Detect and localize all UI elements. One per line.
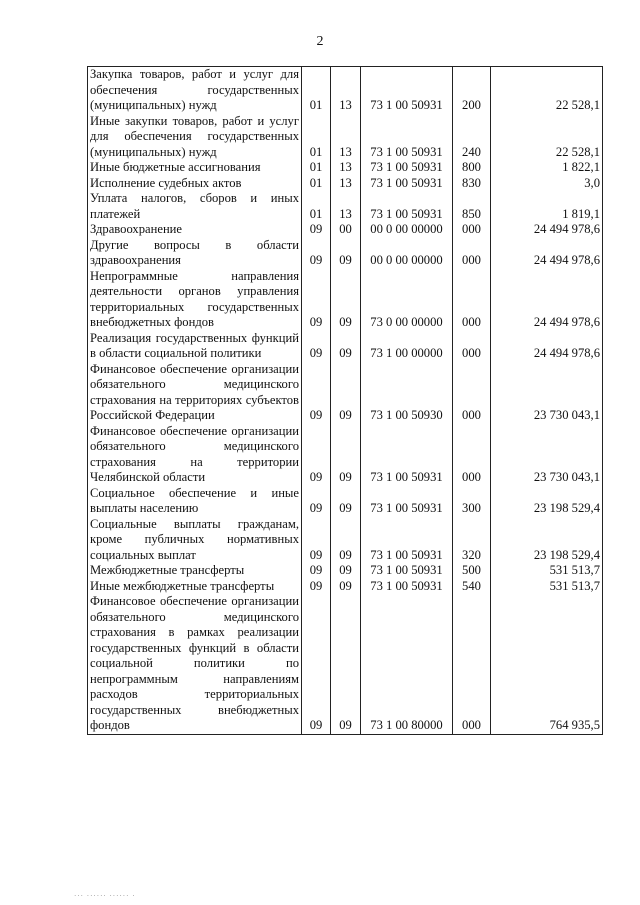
cell-subsection: 13: [331, 114, 361, 161]
cell-expense-type: 800: [453, 160, 491, 176]
cell-section: 01: [302, 67, 331, 114]
cell-section: 01: [302, 191, 331, 222]
cell-description: Социальное обеспечение и иные выплаты населению: [88, 486, 302, 517]
cell-expense-type: 000: [453, 238, 491, 269]
cell-subsection: 09: [331, 579, 361, 595]
cell-target-article: 00 0 00 00000: [361, 222, 453, 238]
cell-target-article: 73 1 00 80000: [361, 594, 453, 734]
table-row: [88, 238, 603, 269]
cell-expense-type: 500: [453, 563, 491, 579]
cell-subsection: 09: [331, 424, 361, 486]
cell-amount: 531 513,7: [491, 579, 603, 595]
cell-target-article: 73 1 00 50931: [361, 176, 453, 192]
cell-expense-type: 000: [453, 362, 491, 424]
cell-expense-type: 850: [453, 191, 491, 222]
cell-amount: 24 494 978,6: [491, 238, 603, 269]
cell-target-article: 73 1 00 50931: [361, 517, 453, 564]
cell-section: 01: [302, 114, 331, 161]
cell-expense-type: 320: [453, 517, 491, 564]
cell-description: Финансовое обеспечение организации обязательного медицинского страхования на территории Челябинской области: [88, 424, 302, 486]
cell-amount: 24 494 978,6: [491, 222, 603, 238]
cell-section: 09: [302, 238, 331, 269]
cell-section: 09: [302, 517, 331, 564]
cell-expense-type: 000: [453, 424, 491, 486]
scan-footer-mark: ··· ······ ······ ·: [74, 892, 136, 900]
cell-amount: 764 935,5: [491, 594, 603, 734]
table-row: [88, 67, 603, 114]
table-row: [88, 424, 603, 486]
table-row: [88, 114, 603, 161]
cell-description: Межбюджетные трансферты: [88, 563, 302, 579]
cell-amount: 23 730 043,1: [491, 362, 603, 424]
cell-target-article: 73 1 00 50931: [361, 486, 453, 517]
cell-target-article: 73 1 00 50930: [361, 362, 453, 424]
table-row: [88, 331, 603, 362]
cell-description: Реализация государственных функций в области социальной политики: [88, 331, 302, 362]
cell-target-article: 73 1 00 50931: [361, 563, 453, 579]
cell-section: 01: [302, 160, 331, 176]
cell-description: Здравоохранение: [88, 222, 302, 238]
cell-description: Закупка товаров, работ и услуг для обеспечения государственных (муниципальных) нужд: [88, 67, 302, 114]
cell-expense-type: 000: [453, 222, 491, 238]
cell-subsection: 13: [331, 67, 361, 114]
cell-amount: 3,0: [491, 176, 603, 192]
cell-subsection: 13: [331, 191, 361, 222]
cell-target-article: 73 1 00 50931: [361, 160, 453, 176]
cell-section: 09: [302, 269, 331, 331]
cell-expense-type: 240: [453, 114, 491, 161]
cell-section: 01: [302, 176, 331, 192]
cell-section: 09: [302, 222, 331, 238]
cell-description: Социальные выплаты гражданам, кроме публичных нормативных социальных выплат: [88, 517, 302, 564]
cell-amount: 23 198 529,4: [491, 486, 603, 517]
table-row: [88, 269, 603, 331]
cell-expense-type: 000: [453, 594, 491, 734]
cell-description: Исполнение судебных актов: [88, 176, 302, 192]
cell-section: 09: [302, 563, 331, 579]
cell-subsection: 09: [331, 517, 361, 564]
cell-subsection: 09: [331, 269, 361, 331]
cell-target-article: 73 1 00 50931: [361, 191, 453, 222]
cell-expense-type: 000: [453, 269, 491, 331]
cell-subsection: 09: [331, 362, 361, 424]
cell-amount: 24 494 978,6: [491, 331, 603, 362]
cell-target-article: 73 1 00 50931: [361, 114, 453, 161]
table-row: [88, 517, 603, 564]
cell-expense-type: 300: [453, 486, 491, 517]
cell-amount: 23 198 529,4: [491, 517, 603, 564]
cell-target-article: 73 0 00 00000: [361, 269, 453, 331]
cell-description: Другие вопросы в области здравоохранения: [88, 238, 302, 269]
cell-target-article: 73 1 00 50931: [361, 424, 453, 486]
cell-subsection: 13: [331, 160, 361, 176]
cell-subsection: 09: [331, 331, 361, 362]
cell-amount: 531 513,7: [491, 563, 603, 579]
table-row: [88, 191, 603, 222]
table-row: [88, 160, 603, 176]
cell-amount: 1 822,1: [491, 160, 603, 176]
cell-expense-type: 000: [453, 331, 491, 362]
cell-expense-type: 830: [453, 176, 491, 192]
cell-target-article: 00 0 00 00000: [361, 238, 453, 269]
table-row: [88, 563, 603, 579]
cell-expense-type: 540: [453, 579, 491, 595]
cell-description: Иные закупки товаров, работ и услуг для обеспечения государственных (муниципальных) нужд: [88, 114, 302, 161]
cell-target-article: 73 1 00 50931: [361, 67, 453, 114]
cell-expense-type: 200: [453, 67, 491, 114]
table-row: [88, 486, 603, 517]
cell-target-article: 73 1 00 00000: [361, 331, 453, 362]
cell-subsection: 09: [331, 563, 361, 579]
cell-section: 09: [302, 424, 331, 486]
cell-section: 09: [302, 579, 331, 595]
cell-description: Иные бюджетные ассигнования: [88, 160, 302, 176]
cell-subsection: 09: [331, 486, 361, 517]
table-row: [88, 176, 603, 192]
table-row: [88, 362, 603, 424]
budget-table: [87, 66, 603, 735]
cell-section: 09: [302, 486, 331, 517]
cell-amount: 1 819,1: [491, 191, 603, 222]
cell-subsection: 09: [331, 594, 361, 734]
cell-description: Непрограммные направления деятельности органов управления территориальных государственных внебюджетных фондов: [88, 269, 302, 331]
table-row: [88, 579, 603, 595]
cell-description: Уплата налогов, сборов и иных платежей: [88, 191, 302, 222]
cell-amount: 23 730 043,1: [491, 424, 603, 486]
cell-amount: 24 494 978,6: [491, 269, 603, 331]
cell-subsection: 13: [331, 176, 361, 192]
cell-target-article: 73 1 00 50931: [361, 579, 453, 595]
table-row: [88, 594, 603, 734]
cell-amount: 22 528,1: [491, 114, 603, 161]
table-row: [88, 222, 603, 238]
cell-description: Финансовое обеспечение организации обязательного медицинского страхования в рамках реализации государственных функций в области социальной политики по непрограммным направлениям расходов территориальных государственных внебюджетных фондов: [88, 594, 302, 734]
cell-amount: 22 528,1: [491, 67, 603, 114]
cell-section: 09: [302, 594, 331, 734]
cell-description: Финансовое обеспечение организации обязательного медицинского страхования на территориях субъектов Российской Федерации: [88, 362, 302, 424]
cell-subsection: 00: [331, 222, 361, 238]
cell-section: 09: [302, 362, 331, 424]
page-number: 2: [316, 34, 324, 49]
cell-section: 09: [302, 331, 331, 362]
cell-subsection: 09: [331, 238, 361, 269]
cell-description: Иные межбюджетные трансферты: [88, 579, 302, 595]
